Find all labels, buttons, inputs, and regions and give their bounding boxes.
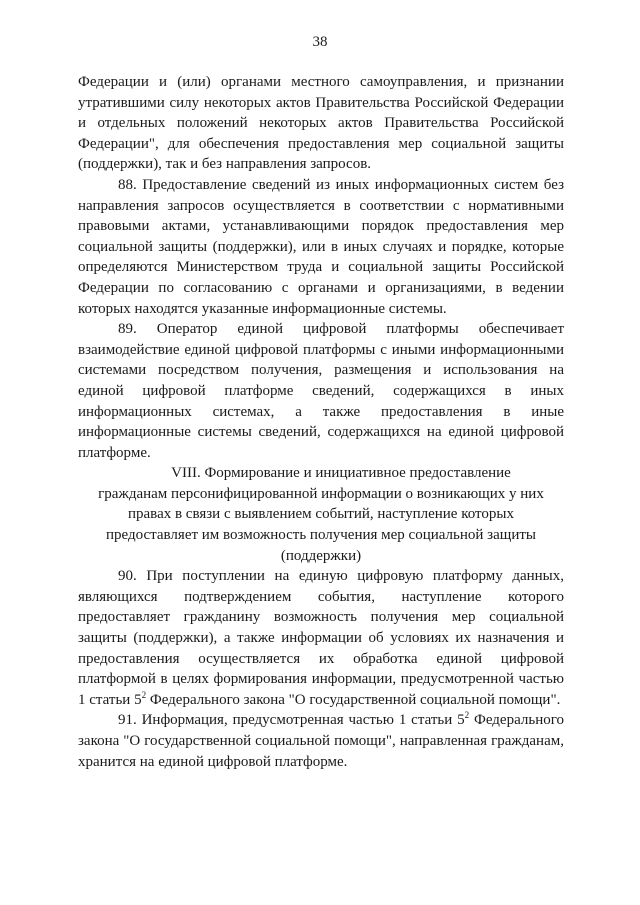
paragraph-90-text-end: Федерального закона "О государственной социальной помощи".: [146, 691, 561, 708]
document-body: [78, 72, 564, 772]
section-heading-viii: VIII. Формирование и инициативное предоставление гражданам персонифицированной информации о возникающих у них правах в связи с выявлением событий, наступление которых предоставляет им возможность получения мер социальной защиты (поддержки): [98, 465, 544, 564]
paragraph-91-text: 91. Информация, предусмотренная частью 1 статьи 5: [118, 712, 465, 729]
paragraph-89: 89. Оператор единой цифровой платформы обеспечивает взаимодействие единой цифровой платформы с иными информационными системами посредством получения, размещения и использования на единой цифровой платформе сведений, содержащихся в иных информационных системах, а также предоставления в иные информационные системы сведений, содержащихся на единой цифровой платформе.: [78, 321, 564, 461]
page-number: 38: [312, 34, 328, 50]
paragraph-91: [78, 710, 564, 772]
paragraph-90-superscript: 2: [141, 689, 147, 700]
paragraph-91-superscript: 2: [464, 710, 470, 721]
paragraph-90-text: 90. При поступлении на единую цифровую платформу данных, являющихся подтверждением события, наступление которого предоставляет гражданину возможность получения мер социальной защиты (поддержки), а также информации об условиях их назначения и предоставления осуществляется их обработка единой цифровой платформой в целях формирования информации, предусмотренной частью 1 статьи 5: [78, 568, 564, 708]
paragraph-continuation: Федерации и (или) органами местного самоуправления, и признании утратившими силу некоторых актов Правительства Российской Федерации и отдельных положений некоторых актов Правительства Российской Федерации", для обеспечения предоставления мер социальной защиты (поддержки), так и без направления запросов.: [78, 74, 564, 173]
paragraph-88: 88. Предоставление сведений из иных информационных систем без направления запросов осуществляется в соответствии с нормативными правовыми актами, устанавливающими порядок предоставления мер социальной защиты (поддержки), или в иных случаях и порядке, которые определяются Министерством труда и социальной защиты Российской Федерации по согласованию с органами и организациями, в ведении которых находятся указанные информационные системы.: [78, 176, 564, 317]
paragraph-90: [78, 566, 564, 710]
paragraph-91-text-end: Федерального закона "О государственной социальной помощи", направленная гражданам, хранится на единой цифровой платформе.: [78, 712, 565, 770]
